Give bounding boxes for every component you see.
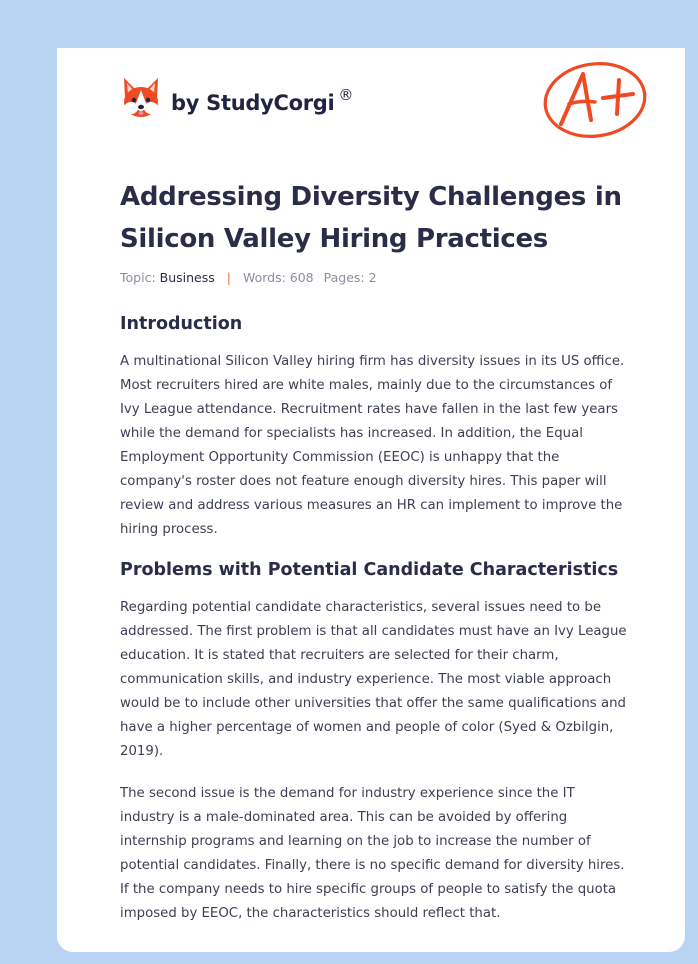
topic-label: Topic:: [120, 270, 156, 285]
section-heading-problems: Problems with Potential Candidate Characteristics: [120, 560, 619, 580]
a-plus-grade-icon: [539, 58, 651, 142]
registered-mark: ®: [338, 86, 354, 104]
paragraph-introduction: A multinational Silicon Valley hiring firm has diversity issues in its US office. Most recruiters hired are white males, mainly due to the circumstances of Ivy League attendance. Recruitment rates have fallen in the last few years while the demand for specialists has increased. In addition, the Equal Employment Opportunity Commission (EEOC) is unhappy that the company's roster does not feature enough diversity hires. This paper will review and address various measures an HR can implement to improve the hiring process.: [120, 354, 625, 537]
corgi-icon: [121, 76, 161, 120]
topic-link[interactable]: Business: [159, 270, 215, 285]
word-count: Words: 608: [242, 270, 314, 285]
meta-separator: |: [226, 270, 231, 285]
section-heading-introduction: Introduction: [120, 314, 243, 334]
document-page: [57, 48, 685, 952]
paragraph-problems-1: Regarding potential candidate characteristics, several issues need to be addressed. The first problem is that all candidates must have an Ivy League education. It is stated that recruiters are selected for their charm, communication skills, and industry experience. The most viable approach would be to include other universities that offer the same qualifications and have a higher percentage of women and people of color (Syed & Ozbilgin, 2019).: [120, 600, 627, 759]
document-title: Addressing Diversity Challenges in Silicon Valley Hiring Practices: [120, 182, 622, 254]
paragraph-problems-2: The second issue is the demand for industry experience since the IT industry is a male-dominated area. This can be avoided by offering internship programs and learning on the job to increase the number of potential candidates. Finally, there is no specific demand for diversity hires. If the company needs to hire specific groups of people to satisfy the quota imposed by EEOC, the characteristics should reflect that.: [120, 786, 625, 921]
brand-name: by StudyCorgi ®: [171, 86, 354, 115]
studycorgi-logo[interactable]: [121, 76, 353, 120]
page-count: Pages: 2: [323, 270, 377, 285]
document-meta: [120, 270, 377, 285]
